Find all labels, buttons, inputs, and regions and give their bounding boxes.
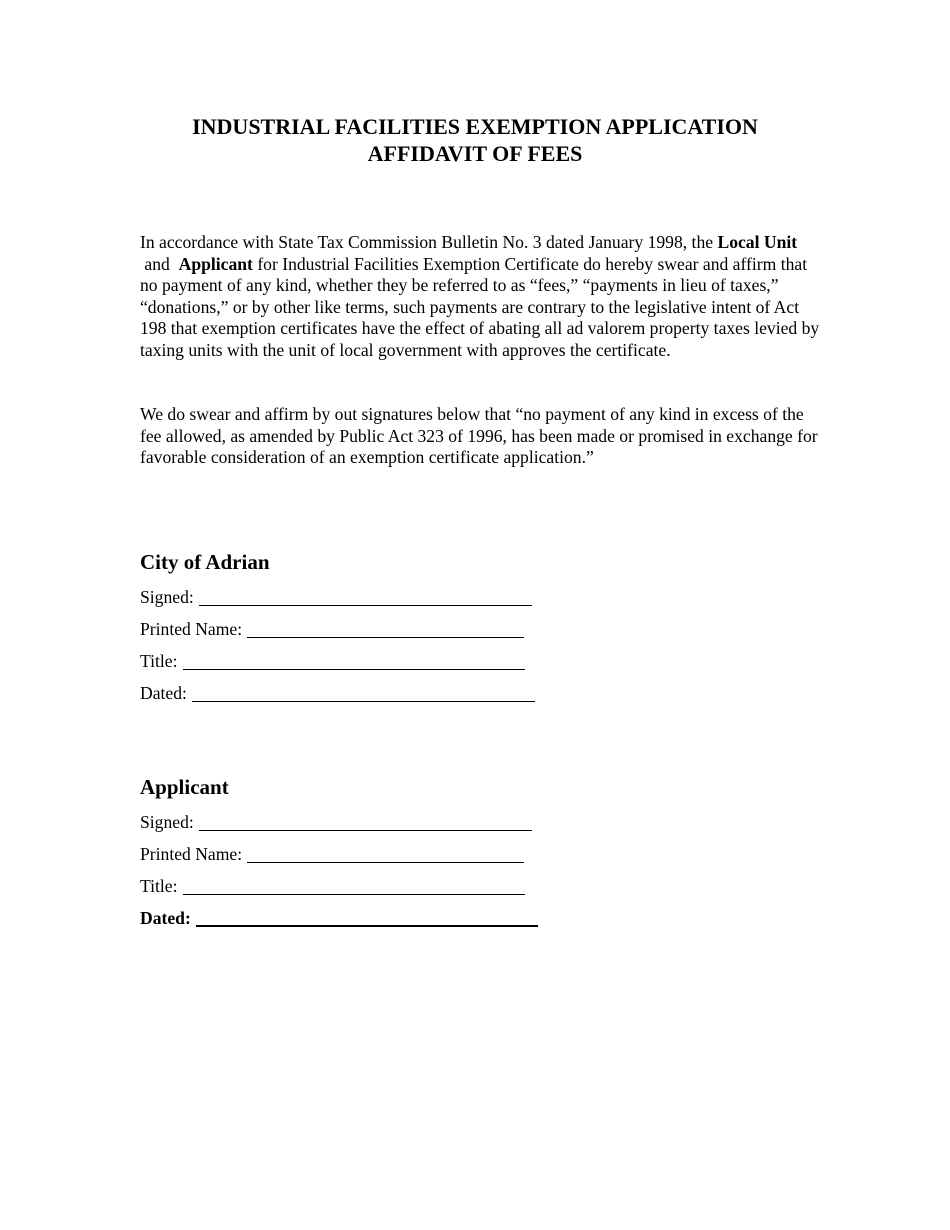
- title-line[interactable]: [183, 877, 525, 895]
- applicant-heading: Applicant: [140, 775, 229, 799]
- signed-label: Signed:: [140, 587, 194, 607]
- printed-name-label: Printed Name:: [140, 844, 243, 864]
- paragraph-1-text-a: In accordance with State Tax Commission Bulletin No. 3 dated January 1998, the: [140, 232, 718, 252]
- affidavit-paragraph-1: [140, 232, 820, 362]
- date-line[interactable]: [196, 908, 538, 927]
- applicant-emphasis: Applicant: [178, 253, 253, 274]
- local-unit-emphasis: Local Unit: [717, 232, 798, 252]
- title-line-1: INDUSTRIAL FACILITIES EXEMPTION APPLICATION: [192, 114, 758, 139]
- applicant-dated-field[interactable]: [140, 907, 538, 929]
- dated-label: Dated:: [140, 908, 191, 928]
- applicant-title-field[interactable]: [140, 875, 525, 897]
- date-line[interactable]: [192, 684, 535, 702]
- applicant-printed-name-field[interactable]: [140, 843, 524, 865]
- dated-label: Dated:: [140, 683, 187, 703]
- local-unit-printed-name-field[interactable]: [140, 618, 524, 640]
- local-unit-title-field[interactable]: [140, 650, 525, 672]
- printed-name-label: Printed Name:: [140, 619, 243, 639]
- document-title: [0, 113, 950, 167]
- local-unit-heading: City of Adrian: [140, 550, 270, 574]
- printed-name-line[interactable]: [247, 620, 524, 638]
- local-unit-dated-field[interactable]: [140, 682, 535, 704]
- affidavit-paragraph-2: We do swear and affirm by out signatures below that “no payment of any kind in excess of the fee allowed, as amended by Public Act 323 of 1996, has been made or promised in exchange for favorable consideration of an exemption certificate application.”: [140, 404, 818, 468]
- title-label: Title:: [140, 876, 178, 896]
- signed-label: Signed:: [140, 812, 194, 832]
- title-line[interactable]: [183, 652, 525, 670]
- local-unit-signed-field[interactable]: [140, 586, 532, 608]
- applicant-signed-field[interactable]: [140, 811, 532, 833]
- printed-name-line[interactable]: [247, 845, 524, 863]
- title-line-2: AFFIDAVIT OF FEES: [367, 141, 583, 166]
- paragraph-1-text-c: for Industrial Facilities Exemption Certificate do hereby swear and affirm that no payment of any kind, whether they be referred to as “fees,” “payments in lieu of taxes,” “donations,” or by other like terms, such payments are contrary to the legislative intent of Act 198 that exemption certificates have the effect of abating all ad valorem property taxes levied by taxing units with the unit of local government with approves the certificate.: [140, 253, 820, 360]
- signature-line[interactable]: [199, 813, 532, 831]
- paragraph-1-text-b: and: [140, 253, 179, 274]
- title-label: Title:: [140, 651, 178, 671]
- signature-line[interactable]: [199, 588, 532, 606]
